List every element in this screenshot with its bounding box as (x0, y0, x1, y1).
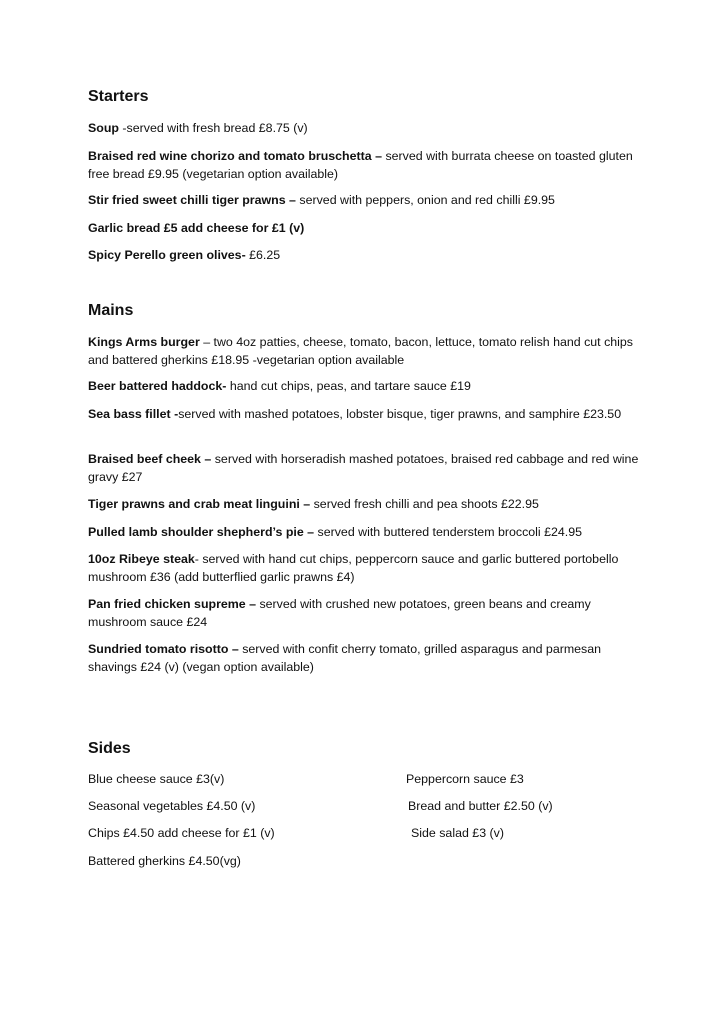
item-description: -served with fresh bread £8.75 (v) (118, 121, 308, 135)
item-name: Garlic bread £5 add cheese for £1 (v) (88, 221, 305, 235)
item-name: Pan fried chicken supreme – (88, 597, 257, 611)
side-item: Side salad £3 (v) (411, 826, 504, 840)
starter-item (88, 191, 643, 209)
item-description: served with crushed new potatoes, green beans and creamy mushroom sauce £24 (88, 597, 591, 629)
item-name: Sundried tomato risotto – (88, 642, 239, 656)
starter-item (88, 119, 643, 137)
main-item (88, 450, 643, 486)
main-item (88, 495, 643, 513)
side-item: Bread and butter £2.50 (v) (408, 799, 553, 813)
item-description: served with buttered tenderstem broccoli £24.95 (314, 525, 583, 539)
item-name: Kings Arms burger (88, 335, 200, 349)
main-item (88, 595, 643, 631)
item-description: served with mashed potatoes, lobster bisque, tiger prawns, and samphire £23.50 (178, 407, 622, 421)
side-item: Peppercorn sauce £3 (406, 772, 524, 786)
item-description: - served with hand cut chips, peppercorn sauce and garlic buttered portobello mushroom £36 (add butterflied garlic prawns £4) (88, 552, 619, 584)
mains-heading: Mains (88, 302, 134, 319)
item-name: Pulled lamb shoulder shepherd’s pie – (88, 525, 315, 539)
item-description: served with burrata cheese on toasted gluten free bread £9.95 (vegetarian option available) (88, 149, 633, 181)
item-description: served with confit cherry tomato, grilled asparagus and parmesan shavings £24 (v) (vegan option available) (88, 642, 602, 674)
main-item (88, 640, 643, 676)
item-name: Sea bass fillet - (88, 407, 179, 421)
item-name: 10oz Ribeye steak (88, 552, 195, 566)
item-name: Stir fried sweet chilli tiger prawns – (88, 193, 296, 207)
side-item: Battered gherkins £4.50(vg) (88, 854, 241, 868)
item-name: Soup (88, 121, 119, 135)
item-description: served with peppers, onion and red chilli £9.95 (295, 193, 555, 207)
item-name: Spicy Perello green olives- (88, 248, 246, 262)
starter-item (88, 219, 643, 237)
item-description: served fresh chilli and pea shoots £22.95 (310, 497, 539, 511)
starter-item (88, 246, 643, 264)
item-name: Braised red wine chorizo and tomato bruschetta – (88, 149, 382, 163)
side-item: Chips £4.50 add cheese for £1 (v) (88, 826, 275, 840)
main-item (88, 523, 643, 541)
item-description: £6.25 (245, 248, 281, 262)
item-description: – two 4oz patties, cheese, tomato, bacon, lettuce, tomato relish hand cut chips and battered gherkins £18.95 -vegetarian option available (88, 335, 633, 367)
side-item: Seasonal vegetables £4.50 (v) (88, 799, 256, 813)
item-description: served with horseradish mashed potatoes, braised red cabbage and red wine gravy £27 (88, 452, 639, 484)
main-item (88, 550, 643, 586)
item-name: Tiger prawns and crab meat linguini – (88, 497, 311, 511)
side-item: Blue cheese sauce £3(v) (88, 772, 225, 786)
starters-heading: Starters (88, 88, 149, 105)
main-item (88, 405, 643, 423)
item-description: hand cut chips, peas, and tartare sauce £19 (226, 379, 471, 393)
main-item (88, 377, 643, 395)
main-item (88, 333, 643, 369)
item-name: Beer battered haddock- (88, 379, 227, 393)
starter-item (88, 147, 643, 183)
sides-heading: Sides (88, 740, 131, 757)
item-name: Braised beef cheek – (88, 452, 212, 466)
